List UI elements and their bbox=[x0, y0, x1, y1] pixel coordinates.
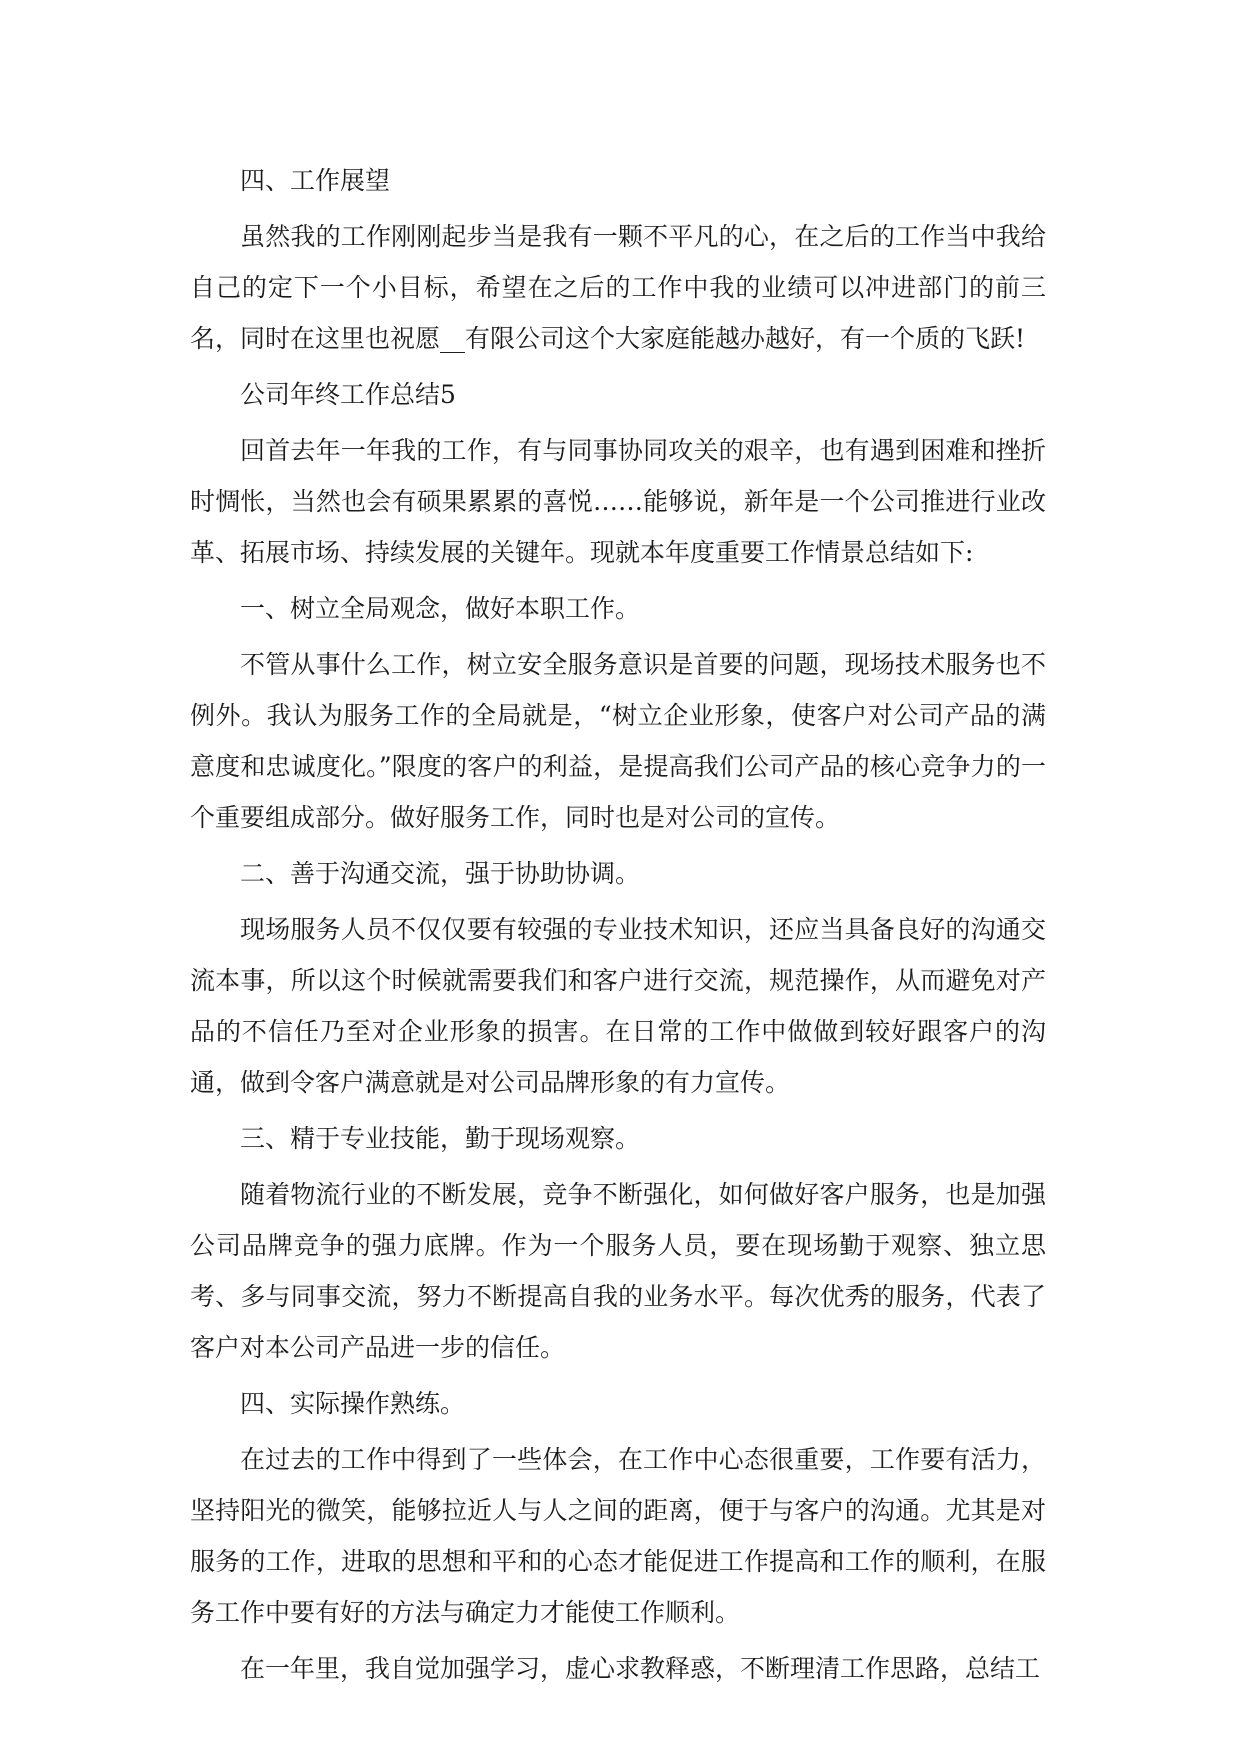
paragraph-outlook: 虽然我的工作刚刚起步当是我有一颗不平凡的心，在之后的工作当中我给自己的定下一个小目标，希望在之后的工作中我的业绩可以冲进部门的前三名，同时在这里也祝愿__有限公司这个大家庭能越办越好，有一个质的飞跃! bbox=[190, 222, 1046, 353]
section-heading-3: 三、精于专业技能，勤于现场观察。 bbox=[240, 1124, 641, 1153]
section-heading-outlook: 四、工作展望 bbox=[240, 166, 391, 195]
paragraph-section-2: 现场服务人员不仅仅要有较强的专业技术知识，还应当具备良好的沟通交流本事，所以这个时候就需要我们和客户进行交流，规范操作，从而避免对产品的不信任乃至对企业形象的损害。在日常的工作中做做到较好跟客户的沟通，做到令客户满意就是对公司品牌形象的有力宣传。 bbox=[190, 915, 1046, 1097]
paragraph-intro: 回首去年一年我的工作，有与同事协同攻关的艰辛，也有遇到困难和挫折时惆怅，当然也会有硕果累累的喜悦……能够说，新年是一个公司推进行业改革、拓展市场、持续发展的关键年。现就本年度重要工作情景总结如下: bbox=[190, 436, 1046, 567]
paragraph-section-1: 不管从事什么工作，树立安全服务意识是首要的问题，现场技术服务也不例外。我认为服务工作的全局就是，“树立企业形象，使客户对公司产品的满意度和忠诚度化。”限度的客户的利益，是提高我们公司产品的核心竞争力的一个重要组成部分。做好服务工作，同时也是对公司的宣传。 bbox=[190, 650, 1046, 832]
document-title: 公司年终工作总结5 bbox=[240, 380, 456, 409]
document-body bbox=[190, 155, 1046, 1699]
paragraph-section-3: 随着物流行业的不断发展，竞争不断强化，如何做好客户服务，也是加强公司品牌竞争的强力底牌。作为一个服务人员，要在现场勤于观察、独立思考、多与同事交流，努力不断提高自我的业务水平。每次优秀的服务，代表了客户对本公司产品进一步的信任。 bbox=[190, 1180, 1046, 1362]
section-heading-1: 一、树立全局观念，做好本职工作。 bbox=[240, 594, 641, 623]
paragraph-section-4: 在过去的工作中得到了一些体会，在工作中心态很重要，工作要有活力，坚持阳光的微笑，能够拉近人与人之间的距离，便于与客户的沟通。尤其是对服务的工作，进取的思想和平和的心态才能促进工作提高和工作的顺利，在服务工作中要有好的方法与确定力才能使工作顺利。 bbox=[190, 1445, 1046, 1627]
section-heading-2: 二、善于沟通交流，强于协助协调。 bbox=[240, 859, 641, 888]
section-heading-4: 四、实际操作熟练。 bbox=[240, 1389, 466, 1418]
paragraph-closing: 在一年里，我自觉加强学习，虚心求教释惑，不断理清工作思路，总结工 bbox=[240, 1654, 1041, 1683]
